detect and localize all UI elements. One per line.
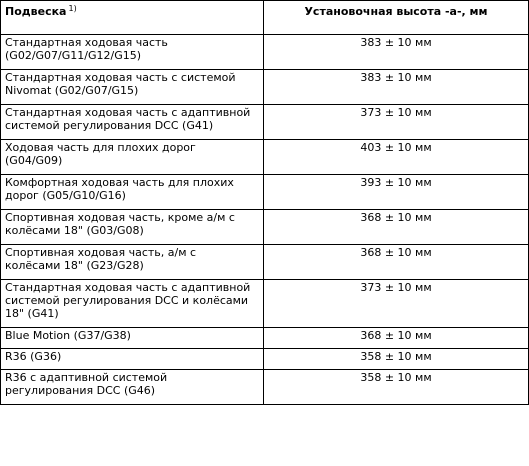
- table-row: [1, 105, 529, 140]
- height-value-cell: 368 ± 10 мм: [264, 245, 529, 280]
- suspension-text-line: R36 с адаптивной системой: [5, 371, 168, 384]
- suspension-text-line: Стандартная ходовая часть с адаптивной: [5, 281, 251, 294]
- suspension-text-line: Стандартная ходовая часть с адаптивной: [5, 106, 251, 119]
- suspension-text-line: колёсами 18" (G23/G28): [5, 259, 144, 272]
- suspension-text-line: Blue Motion (G37/G38): [5, 329, 131, 342]
- suspension-text-line: Стандартная ходовая часть с системой: [5, 71, 236, 84]
- suspension-text-line: системой регулирования DCC и колёсами: [5, 294, 249, 307]
- table-row: [1, 35, 529, 70]
- header-suspension: [1, 1, 264, 35]
- header-row: [1, 1, 529, 35]
- height-value-cell: 403 ± 10 мм: [264, 140, 529, 175]
- footnote-marker: 1): [68, 4, 77, 13]
- height-value-cell: 383 ± 10 мм: [264, 70, 529, 105]
- suspension-text-line: (G04/G09): [5, 154, 63, 167]
- suspension-cell: [1, 70, 264, 105]
- table-row: [1, 349, 529, 370]
- height-value-cell: 368 ± 10 мм: [264, 328, 529, 349]
- suspension-cell: [1, 280, 264, 328]
- table-row: [1, 70, 529, 105]
- height-value-cell: 358 ± 10 мм: [264, 349, 529, 370]
- header-suspension-label: Подвеска: [5, 5, 67, 18]
- suspension-text-line: дорог (G05/G10/G16): [5, 189, 126, 202]
- suspension-cell: [1, 245, 264, 280]
- table-row: [1, 328, 529, 349]
- suspension-cell: [1, 105, 264, 140]
- suspension-cell: [1, 370, 264, 405]
- suspension-cell: [1, 140, 264, 175]
- suspension-text-line: Комфортная ходовая часть для плохих: [5, 176, 234, 189]
- height-value-cell: 368 ± 10 мм: [264, 210, 529, 245]
- suspension-text-line: 18" (G41): [5, 307, 59, 320]
- suspension-cell: [1, 175, 264, 210]
- height-value-cell: 393 ± 10 мм: [264, 175, 529, 210]
- height-value-cell: 383 ± 10 мм: [264, 35, 529, 70]
- suspension-text-line: Спортивная ходовая часть, а/м с: [5, 246, 197, 259]
- suspension-cell: [1, 35, 264, 70]
- table-row: [1, 175, 529, 210]
- table-row: [1, 245, 529, 280]
- table-row: [1, 210, 529, 245]
- table-row: [1, 140, 529, 175]
- suspension-cell: [1, 349, 264, 370]
- height-value-cell: 373 ± 10 мм: [264, 105, 529, 140]
- height-value-cell: 373 ± 10 мм: [264, 280, 529, 328]
- suspension-cell: [1, 210, 264, 245]
- suspension-text-line: Спортивная ходовая часть, кроме а/м с: [5, 211, 235, 224]
- header-height: Установочная высота -a-, мм: [264, 1, 529, 35]
- suspension-text-line: системой регулирования DCC (G41): [5, 119, 214, 132]
- suspension-text-line: колёсами 18" (G03/G08): [5, 224, 144, 237]
- suspension-text-line: Nivomat (G02/G07/G15): [5, 84, 139, 97]
- suspension-text-line: Ходовая часть для плохих дорог: [5, 141, 196, 154]
- table-row: [1, 280, 529, 328]
- suspension-text-line: регулирования DCC (G46): [5, 384, 156, 397]
- suspension-cell: [1, 328, 264, 349]
- suspension-text-line: R36 (G36): [5, 350, 62, 363]
- suspension-text-line: Стандартная ходовая часть: [5, 36, 168, 49]
- height-value-cell: 358 ± 10 мм: [264, 370, 529, 405]
- suspension-text-line: (G02/G07/G11/G12/G15): [5, 49, 142, 62]
- table-row: [1, 370, 529, 405]
